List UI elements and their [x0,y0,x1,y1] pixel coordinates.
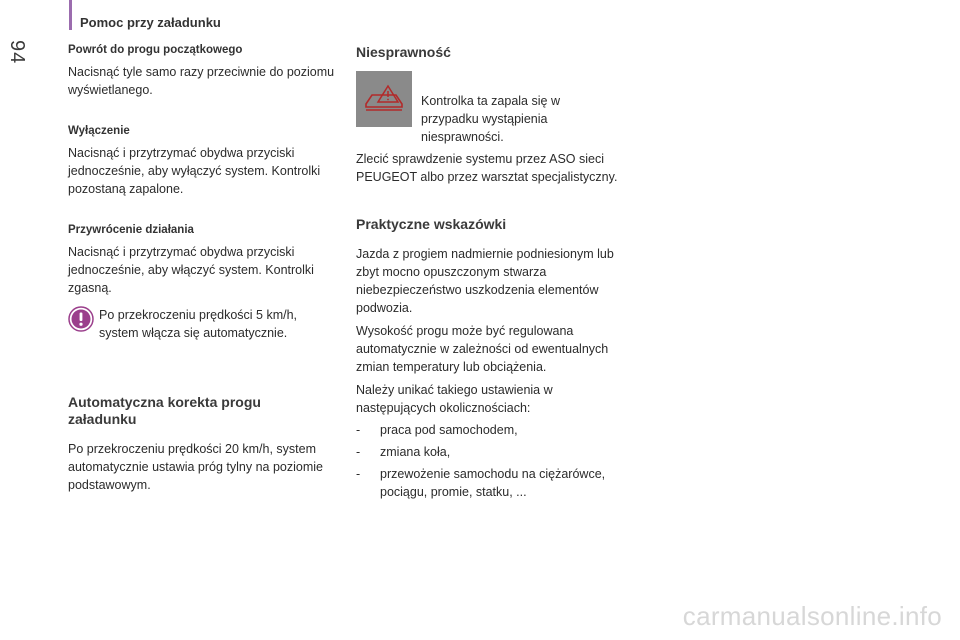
header-accent-bar [69,0,72,30]
subhead-return-threshold: Powrót do progu początkowego [68,44,243,56]
malfunction-lamp-row [356,70,636,146]
avoid-list [356,421,636,501]
text-deactivation: Nacisnąć i przytrzymać obydwa przyciski jednocześnie, aby wyłączyć system. Kontrolki pozostaną zapalone. [68,146,321,196]
text-tip-3: Należy unikać takiego ustawienia w następujących okolicznościach: [356,383,553,415]
section-header: Pomoc przy załadunku [80,15,221,30]
page-number: 94 [6,40,28,65]
heading-practical-tips: Praktyczne wskazówki [356,216,507,232]
lamp-text: Kontrolka ta zapala się w przypadku wystąpienia niesprawności. [421,94,560,144]
exclamation-warning-icon [68,306,94,332]
text-tip-2: Wysokość progu może być regulowana automatycznie w zależności od ewentualnych zmian temperatury lub obciążenia. [356,324,609,374]
list-item: - praca pod samochodem, [356,423,518,437]
list-item: - przewożenie samochodu na ciężarówce, pociągu, promie, statku, ... [356,467,606,499]
heading-auto-correction: Automatyczna korekta progu załadunku [68,394,261,427]
list-item: - zmiana koła, [356,445,451,459]
vehicle-warning-icon [362,84,406,114]
subhead-deactivation: Wyłączenie [68,125,130,137]
text-return-threshold: Nacisnąć tyle samo razy przeciwnie do poziomu wyświetlanego. [68,65,335,97]
text-service-check: Zlecić sprawdzenie systemu przez ASO sieci PEUGEOT albo przez warsztat specjalistyczny. [356,152,618,184]
left-column [68,44,340,494]
note-auto-activation [68,306,340,342]
text-auto-correction: Po przekroczeniu prędkości 20 km/h, system automatycznie ustawia próg tylny na poziomie podstawowym. [68,442,323,492]
malfunction-lamp-icon [356,71,412,127]
subhead-reactivation: Przywrócenie działania [68,224,194,236]
text-tip-1: Jazda z progiem nadmiernie podniesionym lub zbyt mocno opuszczonym stwarza niebezpieczeństwo uszkodzenia elementów podwozia. [356,247,614,315]
note-text: Po przekroczeniu prędkości 5 km/h, system włącza się automatycznie. [99,308,298,340]
watermark: carmanualsonline.info [682,601,942,631]
heading-malfunction: Niesprawność [356,44,451,60]
text-reactivation: Nacisnąć i przytrzymać obydwa przyciski jednocześnie, aby włączyć system. Kontrolki zgasną. [68,245,314,295]
right-column [356,44,636,505]
